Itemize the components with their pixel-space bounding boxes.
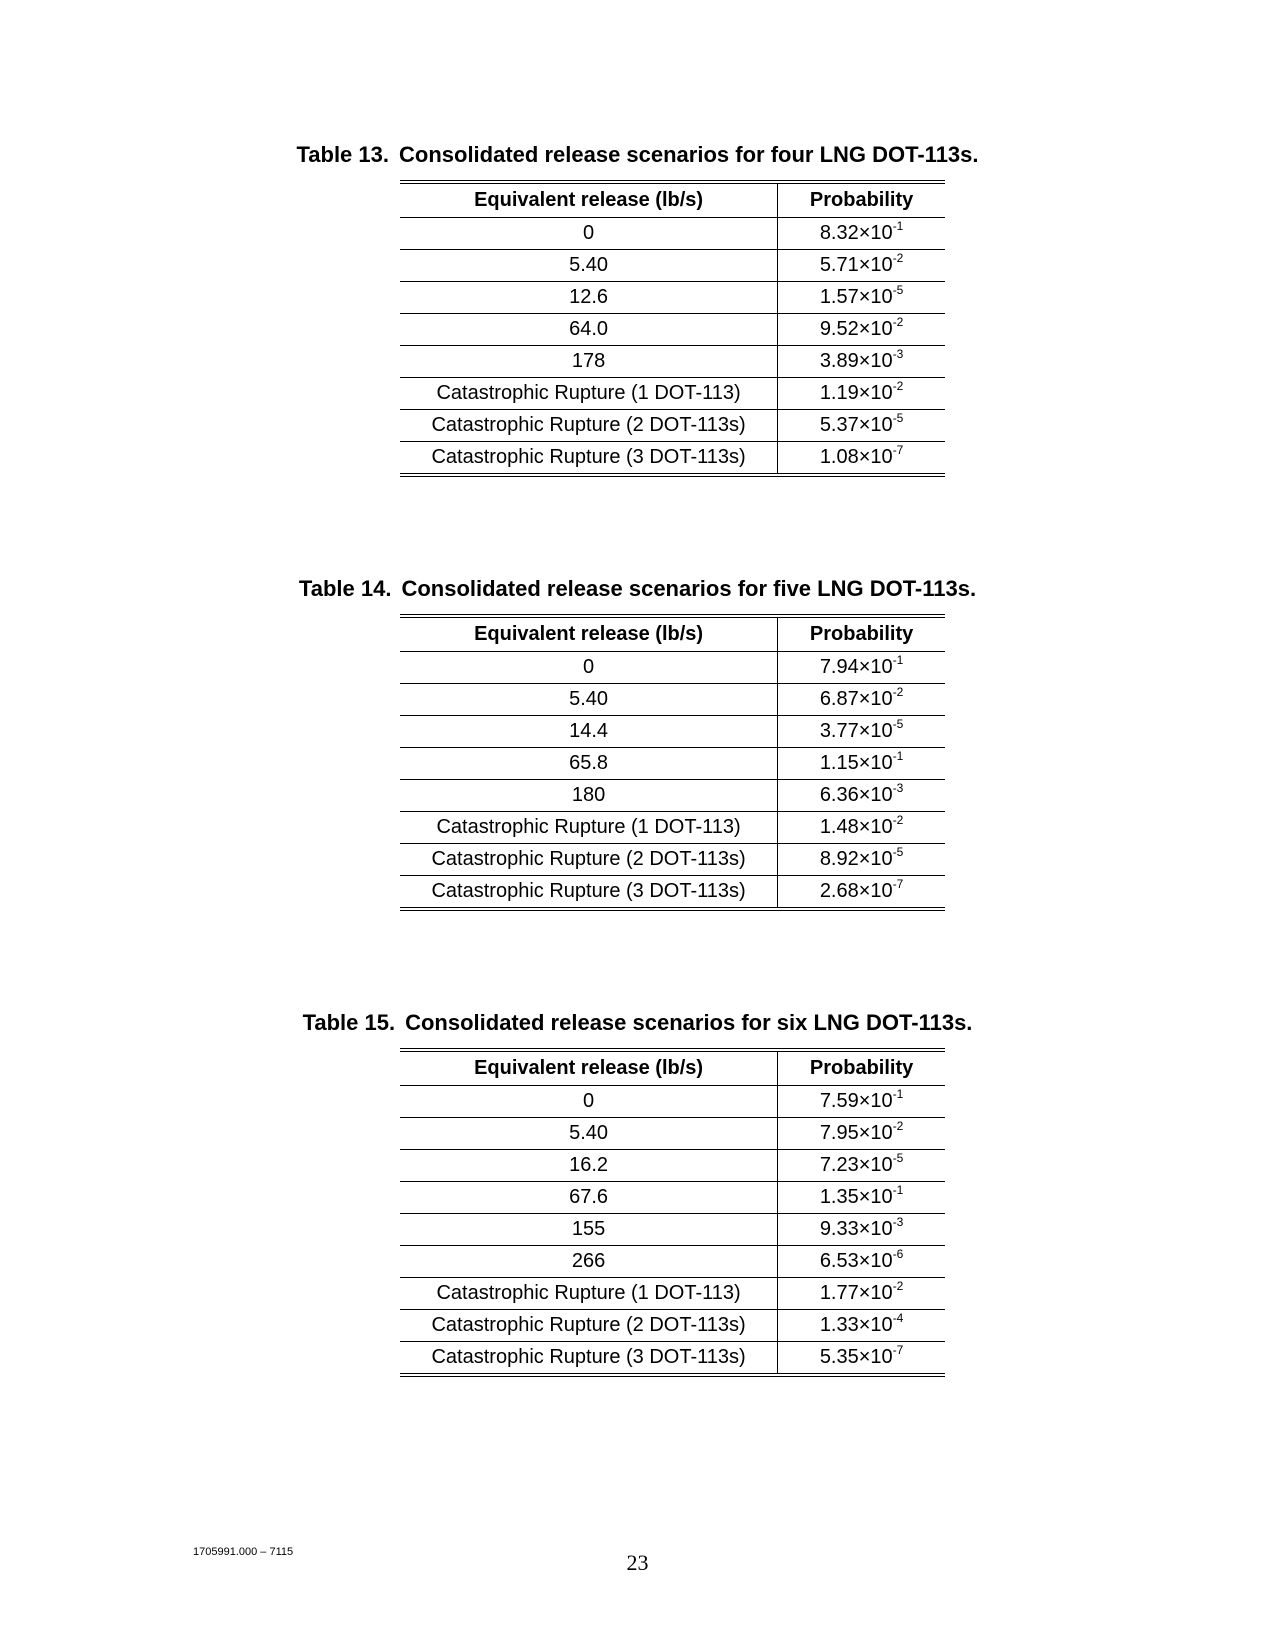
probability-mantissa: 7.59 — [819, 1090, 859, 1112]
times-ten: ×10 — [858, 382, 893, 404]
probability-cell — [778, 1214, 945, 1246]
probability-mantissa: 2.68 — [819, 880, 859, 902]
probability-cell — [778, 410, 945, 442]
probability-mantissa: 9.52 — [819, 318, 859, 340]
table-row — [400, 282, 945, 314]
table-row — [400, 1278, 945, 1310]
times-ten: ×10 — [858, 1122, 893, 1144]
probability-exponent: -1 — [892, 1087, 904, 1101]
table-header-row — [400, 616, 945, 652]
release-table — [400, 1048, 945, 1377]
times-ten: ×10 — [858, 414, 893, 436]
release-table — [400, 614, 945, 911]
table-title: Consolidated release scenarios for six LNG DOT-113s. — [405, 1010, 973, 1035]
probability-exponent: -2 — [892, 685, 904, 699]
table-row — [400, 1246, 945, 1278]
probability-cell — [778, 442, 945, 476]
release-cell: 5.40 — [400, 1118, 778, 1150]
column-header-release: Equivalent release (lb/s) — [400, 182, 778, 218]
column-header-probability: Probability — [778, 1050, 945, 1086]
table-row — [400, 346, 945, 378]
probability-cell — [778, 1182, 945, 1214]
table-header-row — [400, 1050, 945, 1086]
probability-mantissa: 1.77 — [819, 1282, 859, 1304]
probability-exponent: -5 — [892, 283, 904, 297]
release-cell: 64.0 — [400, 314, 778, 346]
times-ten: ×10 — [858, 752, 893, 774]
times-ten: ×10 — [858, 688, 893, 710]
times-ten: ×10 — [858, 446, 893, 468]
release-cell: Catastrophic Rupture (1 DOT-113) — [400, 378, 778, 410]
document-id: 1705991.000 – 7115 — [193, 1546, 294, 1558]
probability-exponent: -7 — [892, 1343, 904, 1357]
probability-mantissa: 1.15 — [819, 752, 859, 774]
probability-exponent: -1 — [892, 219, 904, 233]
table-caption — [0, 142, 1275, 168]
table-number: Table 15. — [302, 1010, 396, 1035]
probability-mantissa: 1.48 — [819, 816, 859, 838]
probability-cell — [778, 1342, 945, 1376]
probability-exponent: -3 — [892, 347, 904, 361]
table-row — [400, 748, 945, 780]
release-cell: Catastrophic Rupture (3 DOT-113s) — [400, 442, 778, 476]
release-cell: Catastrophic Rupture (3 DOT-113s) — [400, 876, 778, 910]
probability-cell — [778, 1310, 945, 1342]
probability-cell — [778, 780, 945, 812]
table-13-block — [0, 142, 1275, 477]
probability-exponent: -7 — [892, 443, 904, 457]
probability-exponent: -3 — [892, 1215, 904, 1229]
release-cell: 16.2 — [400, 1150, 778, 1182]
probability-cell — [778, 250, 945, 282]
probability-mantissa: 6.36 — [819, 784, 859, 806]
probability-mantissa: 9.33 — [819, 1218, 859, 1240]
release-cell: 0 — [400, 218, 778, 250]
probability-exponent: -7 — [892, 877, 904, 891]
table-row — [400, 314, 945, 346]
table-number: Table 13. — [296, 142, 389, 167]
probability-exponent: -2 — [892, 251, 904, 265]
release-cell: Catastrophic Rupture (2 DOT-113s) — [400, 410, 778, 442]
probability-cell — [778, 1118, 945, 1150]
table-row — [400, 876, 945, 910]
probability-mantissa: 3.77 — [819, 720, 859, 742]
probability-cell — [778, 378, 945, 410]
release-cell: Catastrophic Rupture (3 DOT-113s) — [400, 1342, 778, 1376]
probability-exponent: -3 — [892, 781, 904, 795]
times-ten: ×10 — [858, 1218, 893, 1240]
times-ten: ×10 — [858, 350, 893, 372]
times-ten: ×10 — [858, 784, 893, 806]
probability-exponent: -2 — [892, 379, 904, 393]
probability-mantissa: 6.87 — [819, 688, 859, 710]
column-header-probability: Probability — [778, 182, 945, 218]
probability-cell — [778, 812, 945, 844]
release-cell: Catastrophic Rupture (1 DOT-113) — [400, 812, 778, 844]
release-cell: 65.8 — [400, 748, 778, 780]
probability-cell — [778, 1150, 945, 1182]
table-row — [400, 1182, 945, 1214]
probability-cell — [778, 346, 945, 378]
table-row — [400, 1150, 945, 1182]
release-cell: Catastrophic Rupture (2 DOT-113s) — [400, 844, 778, 876]
probability-exponent: -6 — [892, 1247, 904, 1261]
table-row — [400, 812, 945, 844]
probability-cell — [778, 684, 945, 716]
table-row — [400, 716, 945, 748]
page-number: 23 — [626, 1550, 649, 1575]
probability-mantissa: 1.19 — [819, 382, 859, 404]
release-cell: 5.40 — [400, 684, 778, 716]
probability-mantissa: 5.37 — [819, 414, 859, 436]
release-cell: 0 — [400, 652, 778, 684]
table-row — [400, 1086, 945, 1118]
probability-exponent: -2 — [892, 813, 904, 827]
probability-mantissa: 1.35 — [819, 1186, 859, 1208]
times-ten: ×10 — [858, 1250, 893, 1272]
times-ten: ×10 — [858, 1314, 893, 1336]
probability-cell — [778, 282, 945, 314]
probability-mantissa: 3.89 — [819, 350, 859, 372]
table-number: Table 14. — [298, 576, 392, 601]
times-ten: ×10 — [858, 286, 893, 308]
probability-mantissa: 1.57 — [819, 286, 859, 308]
table-row — [400, 684, 945, 716]
times-ten: ×10 — [858, 1186, 893, 1208]
probability-mantissa: 5.35 — [819, 1346, 859, 1368]
table-row — [400, 844, 945, 876]
times-ten: ×10 — [858, 254, 893, 276]
probability-exponent: -1 — [892, 749, 904, 763]
release-cell: 67.6 — [400, 1182, 778, 1214]
release-cell: 12.6 — [400, 282, 778, 314]
times-ten: ×10 — [858, 1282, 893, 1304]
probability-cell — [778, 844, 945, 876]
probability-cell — [778, 876, 945, 910]
release-cell: 178 — [400, 346, 778, 378]
probability-exponent: -5 — [892, 411, 904, 425]
release-cell: Catastrophic Rupture (1 DOT-113) — [400, 1278, 778, 1310]
times-ten: ×10 — [858, 1346, 893, 1368]
probability-mantissa: 8.92 — [819, 848, 859, 870]
column-header-release: Equivalent release (lb/s) — [400, 1050, 778, 1086]
times-ten: ×10 — [858, 848, 893, 870]
probability-cell — [778, 1278, 945, 1310]
times-ten: ×10 — [858, 816, 893, 838]
release-table — [400, 180, 945, 477]
probability-exponent: -5 — [892, 845, 904, 859]
probability-cell — [778, 748, 945, 780]
table-row — [400, 652, 945, 684]
table-row — [400, 1342, 945, 1376]
probability-mantissa: 7.23 — [819, 1154, 859, 1176]
release-cell: 0 — [400, 1086, 778, 1118]
probability-cell — [778, 652, 945, 684]
times-ten: ×10 — [858, 656, 893, 678]
probability-cell — [778, 1246, 945, 1278]
table-caption — [0, 1010, 1275, 1036]
table-row — [400, 250, 945, 282]
times-ten: ×10 — [858, 720, 893, 742]
table-row — [400, 218, 945, 250]
probability-exponent: -2 — [892, 1119, 904, 1133]
probability-exponent: -5 — [892, 1151, 904, 1165]
release-cell: 14.4 — [400, 716, 778, 748]
probability-cell — [778, 218, 945, 250]
times-ten: ×10 — [858, 222, 893, 244]
times-ten: ×10 — [858, 1090, 893, 1112]
table-row — [400, 1310, 945, 1342]
probability-exponent: -4 — [892, 1311, 904, 1325]
table-header-row — [400, 182, 945, 218]
release-cell: 266 — [400, 1246, 778, 1278]
table-row — [400, 410, 945, 442]
table-row — [400, 378, 945, 410]
release-cell: 155 — [400, 1214, 778, 1246]
release-cell: Catastrophic Rupture (2 DOT-113s) — [400, 1310, 778, 1342]
probability-mantissa: 1.33 — [819, 1314, 859, 1336]
column-header-release: Equivalent release (lb/s) — [400, 616, 778, 652]
probability-mantissa: 7.95 — [819, 1122, 859, 1144]
table-row — [400, 1118, 945, 1150]
probability-mantissa: 8.32 — [819, 222, 859, 244]
times-ten: ×10 — [858, 318, 893, 340]
release-cell: 180 — [400, 780, 778, 812]
probability-mantissa: 7.94 — [819, 656, 859, 678]
table-row — [400, 780, 945, 812]
probability-cell — [778, 1086, 945, 1118]
table-caption — [0, 576, 1275, 602]
table-14-block — [0, 576, 1275, 911]
table-row — [400, 1214, 945, 1246]
column-header-probability: Probability — [778, 616, 945, 652]
probability-exponent: -5 — [892, 717, 904, 731]
table-row — [400, 442, 945, 476]
probability-exponent: -1 — [892, 653, 904, 667]
table-title: Consolidated release scenarios for five LNG DOT-113s. — [401, 576, 977, 601]
times-ten: ×10 — [858, 1154, 893, 1176]
probability-cell — [778, 314, 945, 346]
times-ten: ×10 — [858, 880, 893, 902]
probability-exponent: -1 — [892, 1183, 904, 1197]
release-cell: 5.40 — [400, 250, 778, 282]
probability-mantissa: 6.53 — [819, 1250, 859, 1272]
probability-exponent: -2 — [892, 1279, 904, 1293]
table-15-block — [0, 1010, 1275, 1377]
probability-cell — [778, 716, 945, 748]
probability-mantissa: 1.08 — [819, 446, 859, 468]
probability-mantissa: 5.71 — [819, 254, 859, 276]
table-title: Consolidated release scenarios for four LNG DOT-113s. — [399, 142, 979, 167]
probability-exponent: -2 — [892, 315, 904, 329]
